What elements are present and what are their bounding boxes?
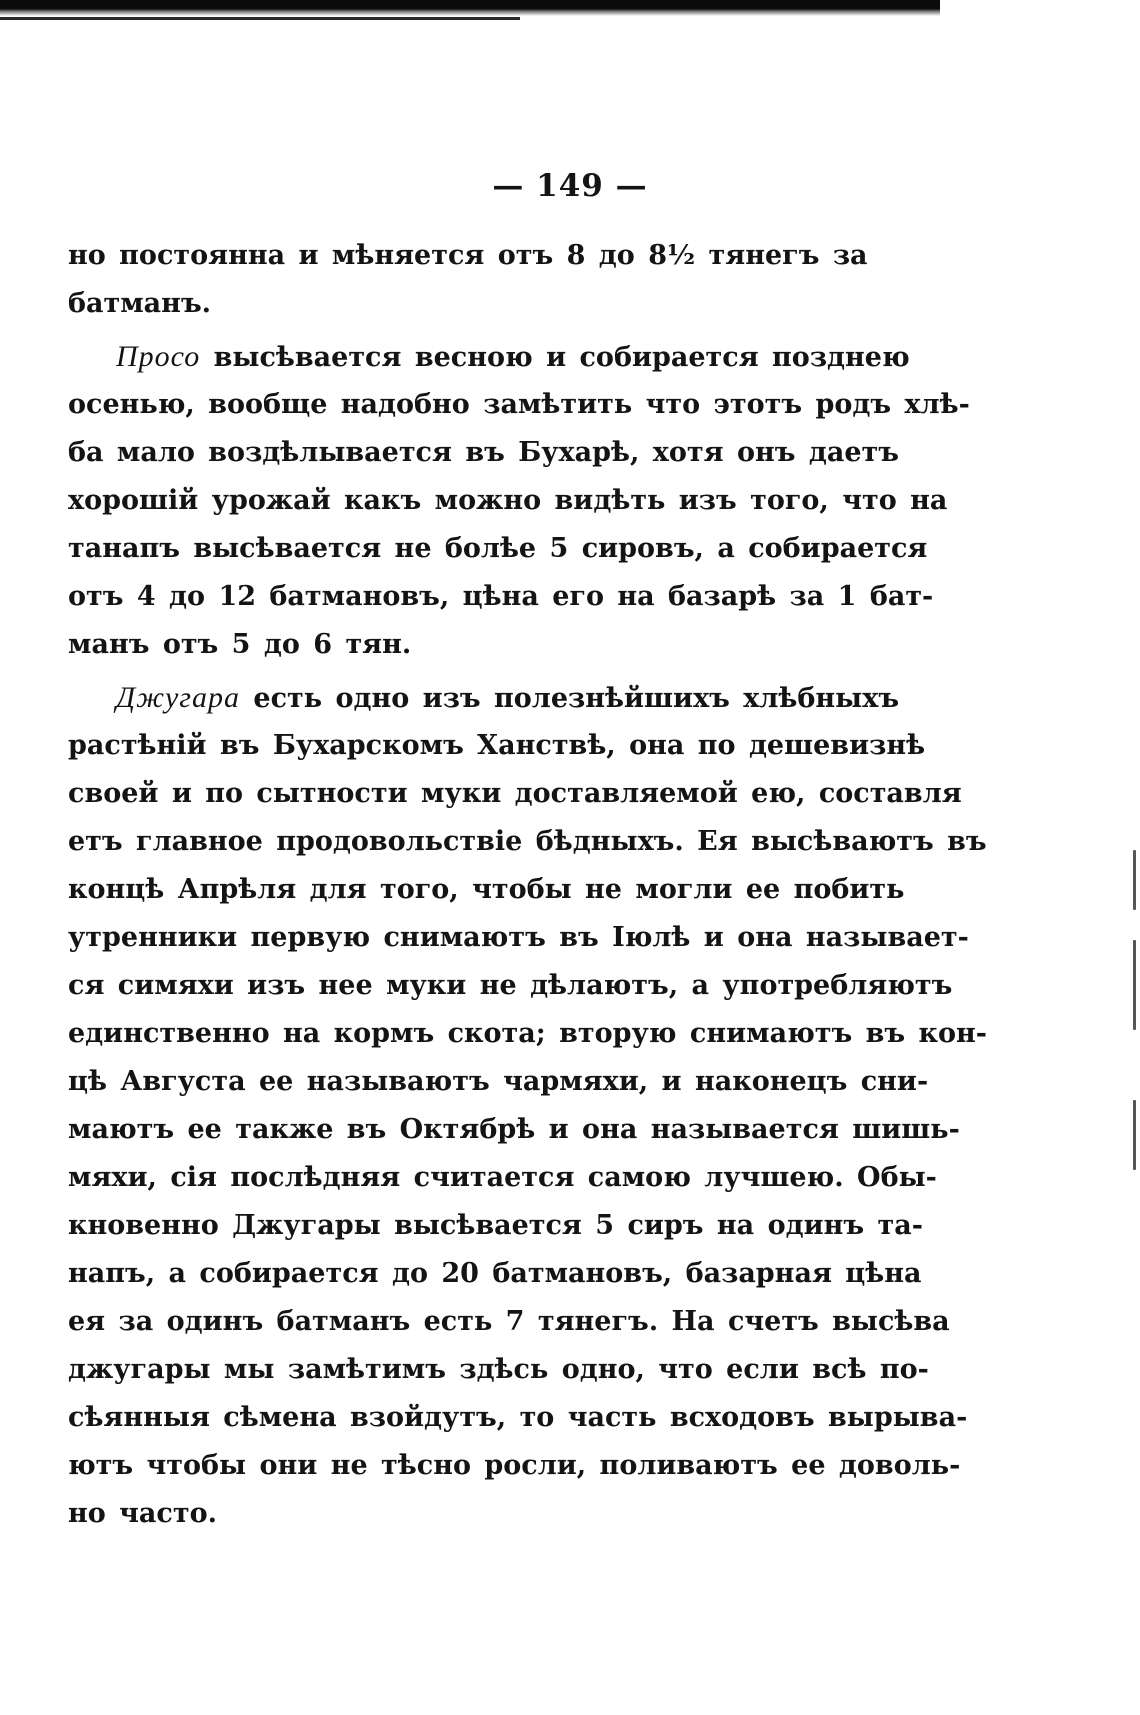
line-text: высѣвается весною и собирается позднею [200,342,910,373]
text-line [68,333,910,381]
line-text: есть одно изъ полезнѣйшихъ хлѣбныхъ [240,683,900,714]
text-line: ба мало воздѣлывается въ Бухарѣ, хотя онъ даетъ [68,437,899,468]
text-line: джугары мы замѣтимъ здѣсь одно, что если всѣ по- [68,1354,929,1385]
text-line: ея за одинъ батманъ есть 7 тянегъ. На счетъ высѣва [68,1306,950,1337]
text-line: батманъ. [68,288,212,319]
text-line: отъ 4 до 12 батмановъ, цѣна его на базарѣ за 1 бат- [68,581,934,612]
text-line: но часто. [68,1498,218,1529]
italic-term: Просо [116,340,201,373]
top-edge-rule-thin [0,17,520,20]
text-line: маютъ ее также въ Октябрѣ и она называется шишь- [68,1114,960,1145]
text-line: осенью, вообще надобно замѣтить что этотъ родъ хлѣ- [68,389,970,420]
text-line: растѣній въ Бухарскомъ Ханствѣ, она по дешевизнѣ [68,730,926,761]
text-line: танапъ высѣвается не болѣе 5 сировъ, а собирается [68,533,928,564]
page-number: — 149 — [492,168,648,204]
text-line [68,674,900,722]
text-line: етъ главное продовольствіе бѣдныхъ. Ея высѣваютъ въ [68,826,987,857]
italic-term: Джугара [116,681,241,714]
text-line: цѣ Августа ее называютъ чармяхи, и наконецъ сни- [68,1066,929,1097]
text-line: утренники первую снимаютъ въ Іюлѣ и она называет- [68,922,969,953]
text-line: ютъ чтобы они не тѣсно росли, поливаютъ ее доволь- [68,1450,961,1481]
text-line: манъ отъ 5 до 6 тян. [68,629,412,660]
text-line: ся симяхи изъ нее муки не дѣлаютъ, а употребляютъ [68,970,953,1001]
paragraph-1 [68,232,868,328]
margin-scan-mark [1133,850,1136,910]
text-line: сѣянныя сѣмена взойдутъ, то часть всходовъ вырыва- [68,1402,968,1433]
paragraph-2 [68,333,970,669]
top-edge-rule [0,0,940,16]
body-text [68,232,987,1538]
text-line: кновенно Джугары высѣвается 5 сиръ на одинъ та- [68,1210,923,1241]
text-line: напъ, а собирается до 20 батмановъ, базарная цѣна [68,1258,922,1289]
text-line: но постоянна и мѣняется отъ 8 до 8½ тянегъ за [68,240,868,271]
text-line: своей и по сытности муки доставляемой ею, составля [68,778,962,809]
text-line: концѣ Апрѣля для того, чтобы не могли ее побить [68,874,905,905]
text-line: мяхи, сія послѣдняя считается самою лучшею. Обы- [68,1162,937,1193]
paragraph-3 [68,674,987,1538]
text-line: хорошій урожай какъ можно видѣть изъ того, что на [68,485,948,516]
text-line: единственно на кормъ скота; вторую снимаютъ въ кон- [68,1018,987,1049]
margin-scan-mark [1133,1100,1136,1170]
margin-scan-mark [1133,940,1136,1030]
